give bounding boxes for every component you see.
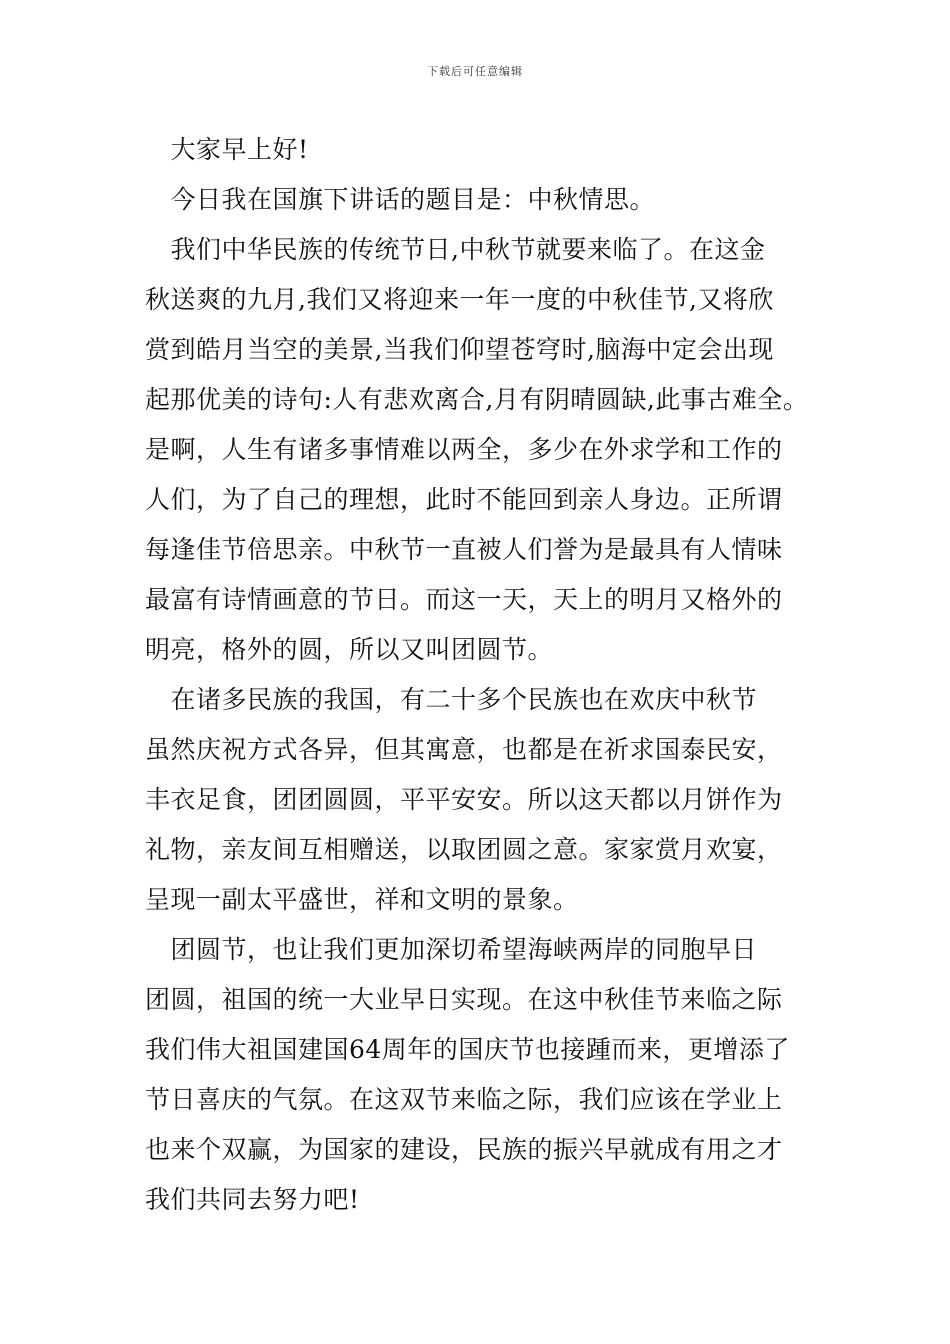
- text-line: 人们，为了自己的理想，此时不能回到亲人身边。正所谓: [145, 485, 783, 514]
- text-line: 是啊，人生有诸多事情难以两全，多少在外求学和工作的: [145, 435, 783, 464]
- text-line: 起那优美的诗句:人有悲欢离合,月有阴晴圆缺,此事古难全。: [145, 385, 809, 414]
- text-line: 在诸多民族的我国，有二十多个民族也在欢庆中秋节: [145, 685, 758, 714]
- text-line: 秋送爽的九月,我们又将迎来一年一度的中秋佳节,又将欣: [145, 285, 774, 314]
- text-line: 我们伟大祖国建国64周年的国庆节也接踵而来，更增添了: [145, 1035, 790, 1064]
- text-line: 每逢佳节倍思亲。中秋节一直被人们誉为是最具有人情味: [145, 535, 783, 564]
- text-line: 赏到皓月当空的美景,当我们仰望苍穹时,脑海中定会出现: [145, 335, 774, 364]
- text-line: 我们共同去努力吧!: [145, 1185, 360, 1214]
- text-line: 礼物，亲友间互相赠送，以取团圆之意。家家赏月欢宴，: [145, 835, 783, 864]
- text-line: 我们中华民族的传统节日,中秋节就要来临了。在这金: [145, 235, 766, 264]
- text-line: 大家早上好!: [145, 135, 309, 164]
- text-line: 最富有诗情画意的节日。而这一天，天上的明月又格外的: [145, 585, 783, 614]
- text-line: 明亮，格外的圆，所以又叫团圆节。: [145, 635, 554, 664]
- text-line: 呈现一副太平盛世，祥和文明的景象。: [145, 885, 579, 914]
- text-line: 也来个双赢，为国家的建设，民族的振兴早就成有用之才: [145, 1135, 783, 1164]
- document-body: [145, 130, 815, 1230]
- text-line: 虽然庆祝方式各异，但其寓意，也都是在祈求国泰民安，: [145, 735, 783, 764]
- text-line: 丰衣足食，团团圆圆，平平安安。所以这天都以月饼作为: [145, 785, 783, 814]
- page-header: 下载后可任意编辑: [427, 65, 523, 78]
- text-line: 团圆节，也让我们更加深切希望海峡两岸的同胞早日: [145, 935, 758, 964]
- text-line: 节日喜庆的气氛。在这双节来临之际，我们应该在学业上: [145, 1085, 783, 1114]
- text-line: 今日我在国旗下讲话的题目是：中秋情思。: [145, 185, 656, 214]
- text-line: 团圆，祖国的统一大业早日实现。在这中秋佳节来临之际: [145, 985, 783, 1014]
